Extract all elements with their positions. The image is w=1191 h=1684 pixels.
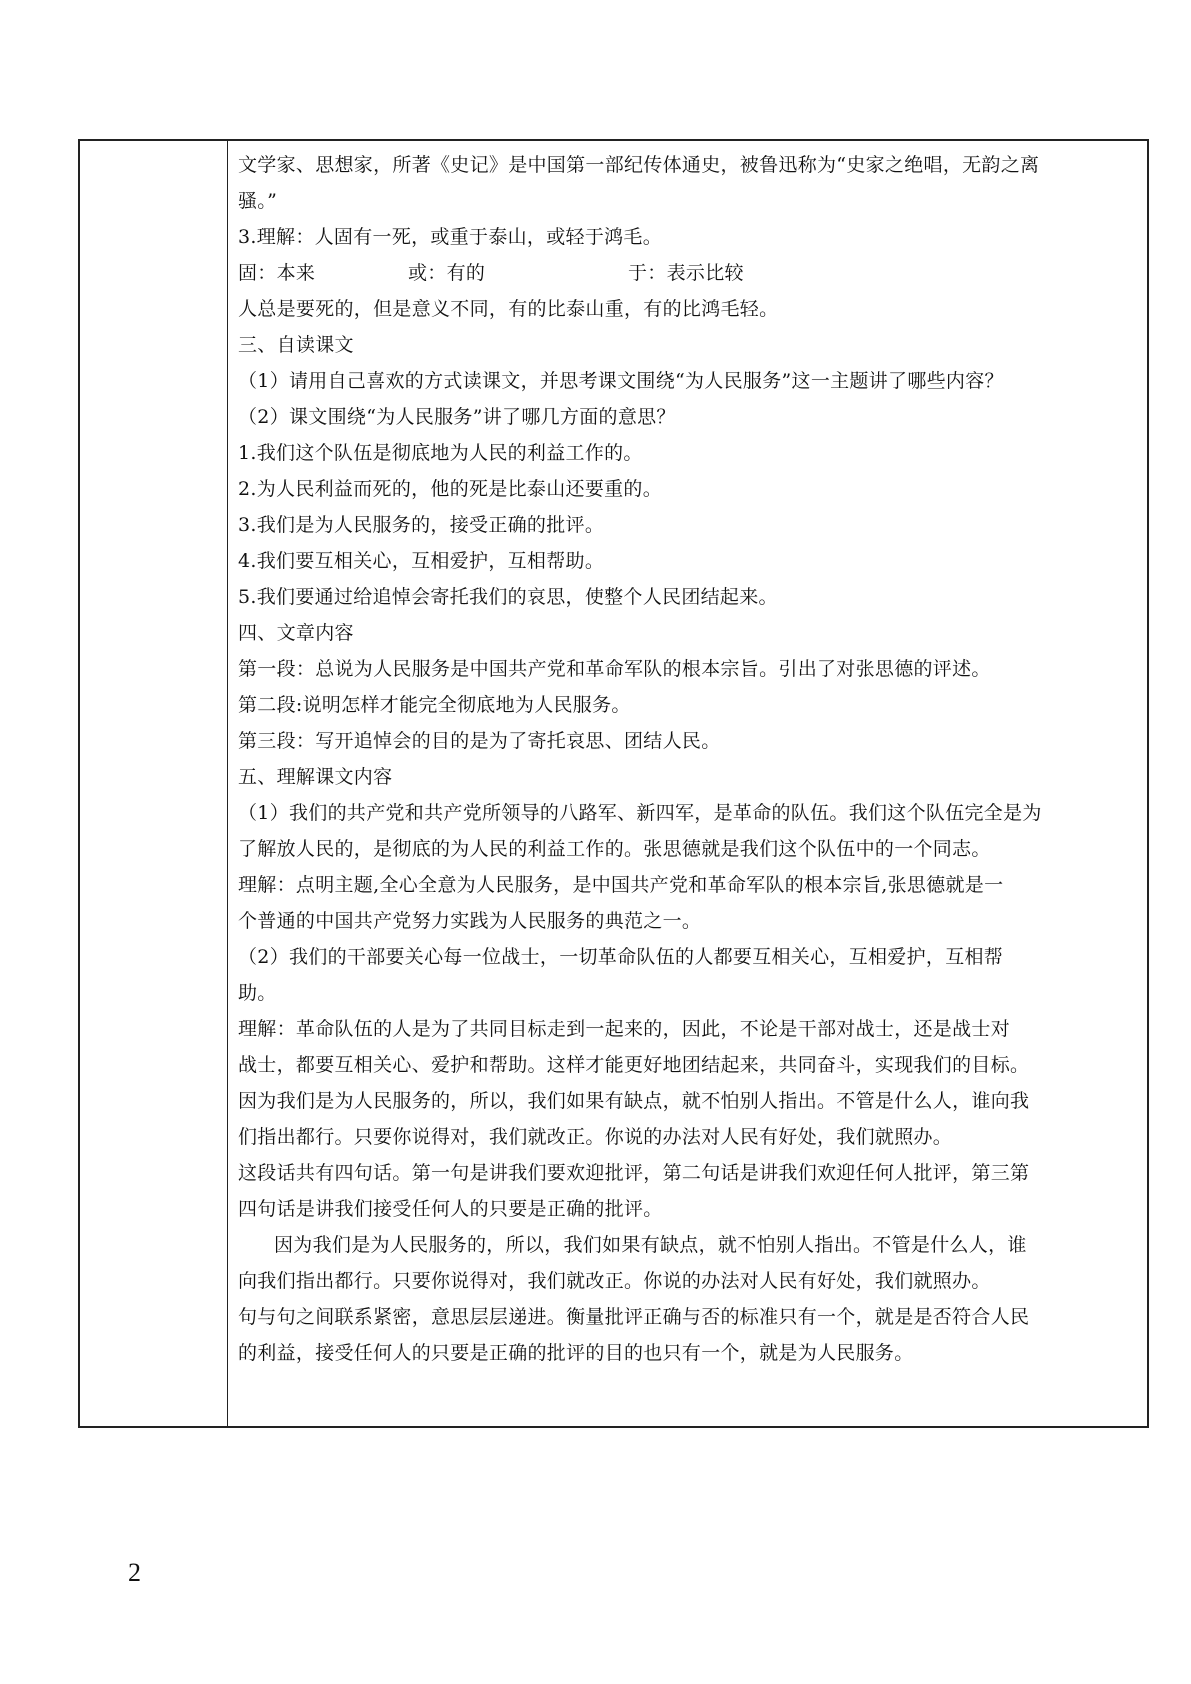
text-line: 句与句之间联系紧密，意思层层递进。衡量批评正确与否的标准只有一个，就是是否符合人民 <box>238 1306 1030 1328</box>
section-heading: 四、文章内容 <box>238 622 354 644</box>
text-line: 个普通的中国共产党努力实践为人民服务的典范之一。 <box>238 910 702 932</box>
glossary-gu: 固：本来 <box>238 262 316 284</box>
text-line: 因为我们是为人民服务的，所以，我们如果有缺点，就不怕别人指出。不管是什么人，谁 <box>274 1234 1027 1256</box>
section-heading: 五、理解课文内容 <box>238 766 393 788</box>
text-line: 理解：点明主题,全心全意为人民服务，是中国共产党和革命军队的根本宗旨,张思德就是一 <box>238 874 1004 896</box>
text-line: 文学家、思想家，所著《史记》是中国第一部纪传体通史，被鲁迅称为“史家之绝唱，无韵之离 <box>238 154 1040 176</box>
left-column-cell <box>80 141 228 1426</box>
list-item: 5.我们要通过给追悼会寄托我们的哀思，使整个人民团结起来。 <box>238 586 778 608</box>
text-line: 第一段：总说为人民服务是中国共产党和革命军队的根本宗旨。引出了对张思德的评述。 <box>238 658 991 680</box>
text-line: 助。 <box>238 982 277 1004</box>
lesson-table <box>78 139 1149 1428</box>
text-line: 四句话是讲我们接受任何人的只要是正确的批评。 <box>238 1198 663 1220</box>
page-number: 2 <box>128 1558 141 1587</box>
text-line: 理解：革命队伍的人是为了共同目标走到一起来的，因此，不论是干部对战士，还是战士对 <box>238 1018 1011 1040</box>
text-line: 了解放人民的，是彻底的为人民的利益工作的。张思德就是我们这个队伍中的一个同志。 <box>238 838 991 860</box>
text-line: （2）课文围绕“为人民服务”讲了哪几方面的意思？ <box>238 406 676 428</box>
text-line: （1）请用自己喜欢的方式读课文，并思考课文围绕“为人民服务”这一主题讲了哪些内容？ <box>238 370 1004 392</box>
text-line: 因为我们是为人民服务的，所以，我们如果有缺点，就不怕别人指出。不管是什么人，谁向我 <box>238 1090 1030 1112</box>
text-line: 这段话共有四句话。第一句是讲我们要欢迎批评，第二句话是讲我们欢迎任何人批评，第三第 <box>238 1162 1030 1184</box>
text-line: 骚。” <box>238 190 278 212</box>
content-cell <box>238 147 1138 1371</box>
text-line: 战士，都要互相关心、爱护和帮助。这样才能更好地团结起来，共同奋斗，实现我们的目标。 <box>238 1054 1030 1076</box>
text-line: 第三段：写开追悼会的目的是为了寄托哀思、团结人民。 <box>238 730 721 752</box>
glossary-huo: 或：有的 <box>408 262 486 284</box>
text-line: 们指出都行。只要你说得对，我们就改正。你说的办法对人民有好处，我们就照办。 <box>238 1126 953 1148</box>
list-item: 2.为人民利益而死的，他的死是比泰山还要重的。 <box>238 478 663 500</box>
list-item: 4.我们要互相关心，互相爱护，互相帮助。 <box>238 550 605 572</box>
text-line: （1）我们的共产党和共产党所领导的八路军、新四军，是革命的队伍。我们这个队伍完全是为 <box>238 802 1042 824</box>
list-item: 1.我们这个队伍是彻底地为人民的利益工作的。 <box>238 442 643 464</box>
text-line: 向我们指出都行。只要你说得对，我们就改正。你说的办法对人民有好处，我们就照办。 <box>238 1270 991 1292</box>
section-heading: 三、自读课文 <box>238 334 354 356</box>
text-line: 第二段:说明怎样才能完全彻底地为人民服务。 <box>238 694 631 716</box>
glossary-line <box>238 255 1138 291</box>
text-line: （2）我们的干部要关心每一位战士，一切革命队伍的人都要互相关心，互相爱护，互相帮 <box>238 946 1004 968</box>
text-line: 的利益，接受任何人的只要是正确的批评的目的也只有一个，就是为人民服务。 <box>238 1342 914 1364</box>
list-item: 3.我们是为人民服务的，接受正确的批评。 <box>238 514 605 536</box>
text-line: 人总是要死的，但是意义不同，有的比泰山重，有的比鸿毛轻。 <box>238 298 779 320</box>
text-line: 3.理解：人固有一死，或重于泰山，或轻于鸿毛。 <box>238 226 663 248</box>
glossary-yu: 于：表示比较 <box>628 262 744 284</box>
